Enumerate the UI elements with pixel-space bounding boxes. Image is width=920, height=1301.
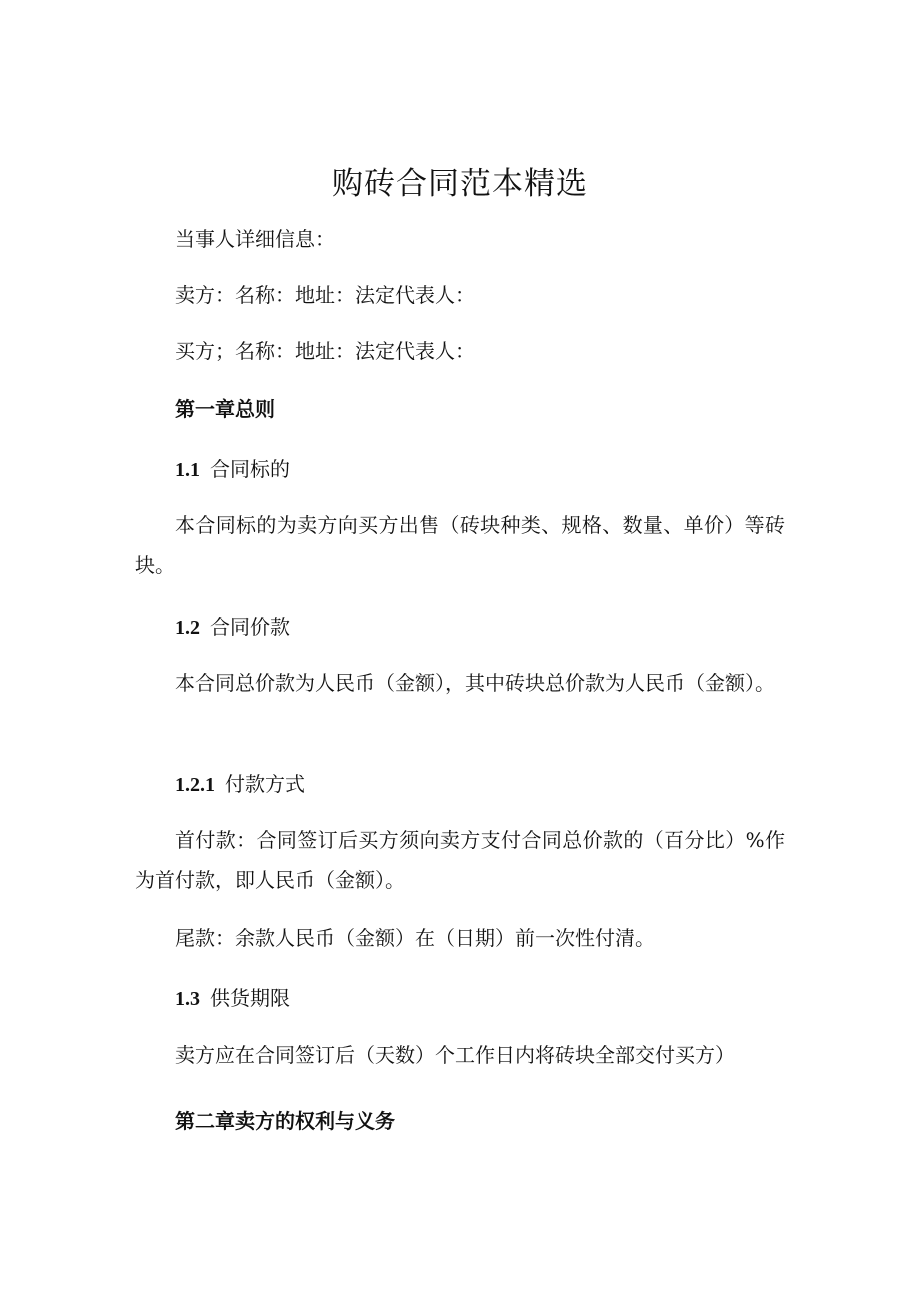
- section-1-3-paragraph: 卖方应在合同签订后（天数）个工作日内将砖块全部交付买方）: [175, 1043, 735, 1067]
- section-title: 合同标的: [210, 457, 290, 481]
- section-1-1-heading: [175, 456, 290, 483]
- down-payment-paragraph: 首付款：合同签订后买方须向卖方支付合同总价款的（百分比）%作为首付款，即人民币（金额）。: [135, 828, 785, 892]
- chapter-1-heading: 第一章总则: [175, 397, 275, 421]
- final-payment-line: 尾款：余款人民币（金额）在（日期）前一次性付清。: [175, 926, 655, 950]
- section-1-1-paragraph: 本合同标的为卖方向买方出售（砖块种类、规格、数量、单价）等砖块。: [135, 513, 785, 577]
- chapter-2-heading: 第二章卖方的权利与义务: [175, 1109, 395, 1133]
- section-number: 1.3: [175, 988, 200, 1010]
- section-1-3-heading: [175, 985, 290, 1012]
- section-1-2-1-heading: [175, 771, 305, 798]
- section-title: 合同价款: [210, 615, 290, 639]
- section-number: 1.2: [175, 617, 200, 639]
- parties-intro: 当事人详细信息：: [175, 227, 335, 251]
- seller-info-line: 卖方：名称：地址：法定代表人：: [175, 283, 475, 307]
- section-1-2-paragraph: 本合同总价款为人民币（金额），其中砖块总价款为人民币（金额）。: [175, 671, 775, 695]
- buyer-info-line: 买方；名称：地址：法定代表人：: [175, 339, 475, 363]
- document-title: 购砖合同范本精选: [332, 166, 588, 202]
- section-number: 1.1: [175, 459, 200, 481]
- section-title: 供货期限: [210, 986, 290, 1010]
- section-1-2-heading: [175, 614, 290, 641]
- section-title: 付款方式: [225, 772, 305, 796]
- section-number: 1.2.1: [175, 774, 215, 796]
